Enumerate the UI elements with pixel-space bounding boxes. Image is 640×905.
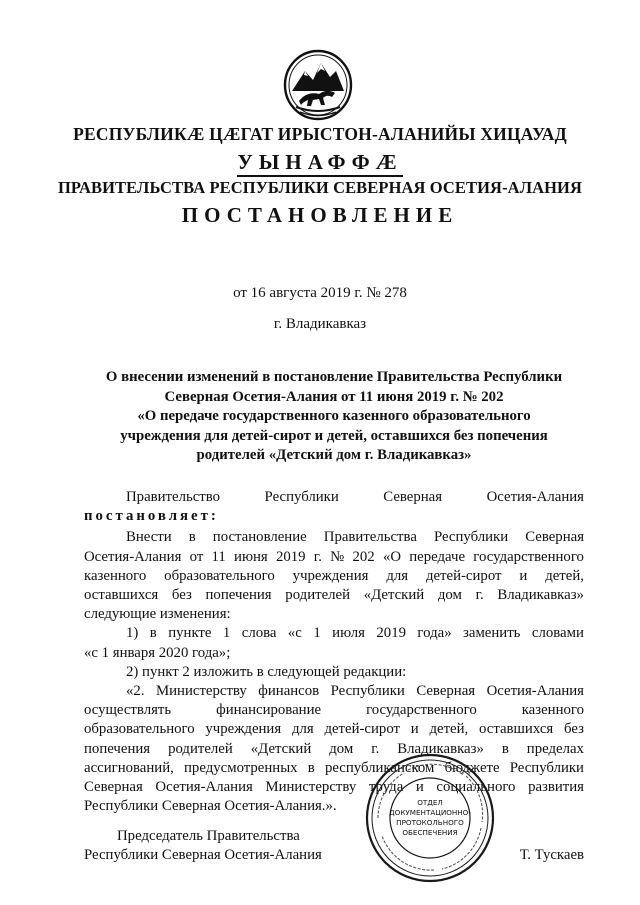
word: и: [415, 779, 424, 796]
stamp-center-line: ПРОТОКОЛЬНОГО: [396, 818, 464, 827]
body-line: [84, 778, 584, 797]
word: учреждения: [292, 567, 369, 584]
coat-of-arms-emblem: [283, 47, 353, 121]
word: родителей: [285, 587, 351, 604]
ossetian-document-type: [0, 150, 640, 175]
word: без: [171, 587, 192, 604]
word: государственного: [473, 548, 584, 565]
word: года»: [417, 625, 452, 642]
word: дом: [437, 587, 462, 604]
word: в: [501, 740, 509, 757]
word: Осетия-Алания: [486, 683, 584, 700]
word: слова: [241, 625, 277, 642]
word: 1: [222, 625, 231, 642]
intro-word: Осетия-Алания: [486, 489, 584, 505]
word: ассигнований,: [84, 759, 174, 776]
word: республиканском: [324, 759, 435, 776]
word: Владикавказ»: [497, 587, 584, 604]
item-1: [84, 624, 584, 662]
body-line: [84, 701, 584, 720]
word: 2019: [376, 625, 406, 642]
word: осуществлять: [84, 702, 172, 719]
body-line: Республики Северная Осетия-Алания.».: [84, 798, 337, 815]
word: июля: [332, 625, 365, 642]
quoted-paragraph: [84, 682, 584, 816]
intro-word: Республики: [264, 489, 339, 505]
word: детей-сирот: [324, 721, 400, 738]
ossetian-government-title: РЕСПУБЛИКÆ ЦÆГАТ ИРЫСТОН-АЛАНИЙЫ ХИЦАУАД: [73, 124, 567, 144]
word: Республики: [433, 529, 509, 546]
body-line: [84, 586, 584, 605]
word: 202: [352, 548, 375, 565]
word: финансов: [258, 683, 320, 700]
word: передаче: [409, 548, 466, 565]
signature-block: [84, 827, 584, 865]
word: оставшихся: [84, 587, 159, 604]
decree-verb: постановляет:: [84, 508, 219, 525]
subject-line: Северная Осетия-Алания от 11 июня 2019 г. № 202: [164, 388, 504, 405]
word: в: [307, 759, 315, 776]
word: Осетия-Алания: [84, 548, 182, 565]
word: 1: [313, 625, 321, 642]
word: без: [563, 721, 584, 738]
word: пределах: [526, 740, 584, 757]
signer-name: Т. Тускаев: [519, 847, 584, 863]
body-line: «с 1 января 2020 года»;: [84, 644, 231, 661]
body-line: [84, 528, 584, 547]
word: 2019: [275, 548, 306, 565]
word: июня: [234, 548, 268, 565]
body-line: [84, 720, 584, 739]
item-2: 2) пункт 2 изложить в следующей редакции:: [126, 663, 407, 680]
word: попечения: [84, 740, 151, 757]
word: в: [188, 529, 196, 546]
word: пункте: [168, 625, 212, 642]
word: в: [149, 625, 157, 642]
word: от: [189, 548, 204, 565]
word: Министерству: [155, 683, 247, 700]
word: Осетия-Алания: [155, 779, 253, 796]
paragraph-1: [84, 528, 584, 624]
word: детей,: [429, 721, 469, 738]
body-line: [84, 567, 584, 586]
word: казенного: [521, 702, 584, 719]
word: «2.: [126, 683, 145, 700]
word: «О: [382, 548, 402, 565]
body-line: [84, 624, 584, 643]
word: образовательного: [84, 721, 195, 738]
word: Республики: [330, 683, 405, 700]
word: бюджете: [444, 759, 500, 776]
stamp-center-line: ОТДЕЛ: [417, 798, 443, 807]
word: финансирование: [216, 702, 322, 719]
signer-title-line-2: Республики Северная Осетия-Алания: [84, 847, 322, 863]
word: г.: [313, 548, 322, 565]
word: развития: [528, 779, 584, 796]
stamp-center-line: ОБЕСПЕЧЕНИЯ: [402, 828, 458, 837]
word: 1): [126, 625, 139, 642]
subject-line: родителей «Детский дом г. Владикавказ»: [196, 447, 472, 463]
official-stamp-seal: [364, 752, 496, 884]
word: Внести: [126, 529, 172, 546]
word: Правительства: [323, 529, 417, 546]
body-line: [84, 759, 584, 778]
word: государственного: [366, 702, 477, 719]
word: для: [291, 721, 314, 738]
intro-word: Правительство: [126, 489, 221, 505]
word: словами: [531, 625, 584, 642]
russian-document-type: ПОСТАНОВЛЕНИЕ: [181, 203, 459, 227]
body-line: [84, 548, 584, 567]
word: заменить: [463, 625, 521, 642]
word: Северная: [84, 779, 143, 796]
subject-line: учреждения для детей-сирот и детей, оставшихся без попечения: [120, 427, 548, 444]
word: оставшихся: [479, 721, 554, 738]
body-line: [84, 682, 584, 701]
word: труда: [368, 779, 404, 796]
russian-government-title: ПРАВИТЕЛЬСТВА РЕСПУБЛИКИ СЕВЕРНАЯ ОСЕТИЯ-АЛАНИЯ: [58, 178, 582, 197]
signer-title-line-1: Председатель Правительства: [117, 828, 300, 844]
word: казенного: [84, 567, 147, 584]
word: постановление: [212, 529, 307, 546]
word: учреждения: [205, 721, 282, 738]
word: социального: [436, 779, 516, 796]
word: родителей: [168, 740, 233, 757]
body-line: [84, 740, 584, 759]
decree-city: г. Владикавказ: [273, 316, 367, 332]
word: 11: [211, 548, 226, 565]
word: №: [330, 548, 345, 565]
word: детей-сирот: [425, 567, 502, 584]
word: попечения: [205, 587, 272, 604]
word: Северная: [525, 529, 584, 546]
word: Министерству: [265, 779, 357, 796]
word: и: [519, 567, 528, 584]
word: для: [386, 567, 409, 584]
body-line: следующие изменения:: [84, 606, 231, 623]
decree-subject: [84, 368, 584, 466]
word: г.: [371, 740, 380, 757]
word: дом: [329, 740, 354, 757]
word: Северная: [416, 683, 476, 700]
subject-line: О внесении изменений в постановление Правительства Республики: [105, 369, 563, 385]
subject-line: «О передаче государственного казенного образовательного: [137, 408, 531, 424]
intro-line: [84, 488, 584, 507]
word: «с: [287, 625, 302, 642]
word: «Детский: [250, 740, 312, 757]
word: и: [410, 721, 419, 738]
word: г.: [475, 587, 484, 604]
word: Республики: [509, 759, 584, 776]
word: Владикавказ»: [397, 740, 484, 757]
ossetian-document-type-text: УЫНАФФÆ: [237, 150, 402, 177]
stamp-center-line: ДОКУМЕНТАЦИОННО-: [389, 808, 471, 817]
word: предусмотренных: [184, 759, 298, 776]
decree-date-number: от 16 августа 2019 г. № 278: [233, 285, 407, 301]
intro-word: Северная: [383, 489, 443, 505]
word: детей,: [545, 567, 584, 584]
signer-row: [84, 846, 584, 865]
word: «Детский: [363, 587, 425, 604]
decree-body: [84, 488, 584, 816]
word: образовательного: [164, 567, 275, 584]
